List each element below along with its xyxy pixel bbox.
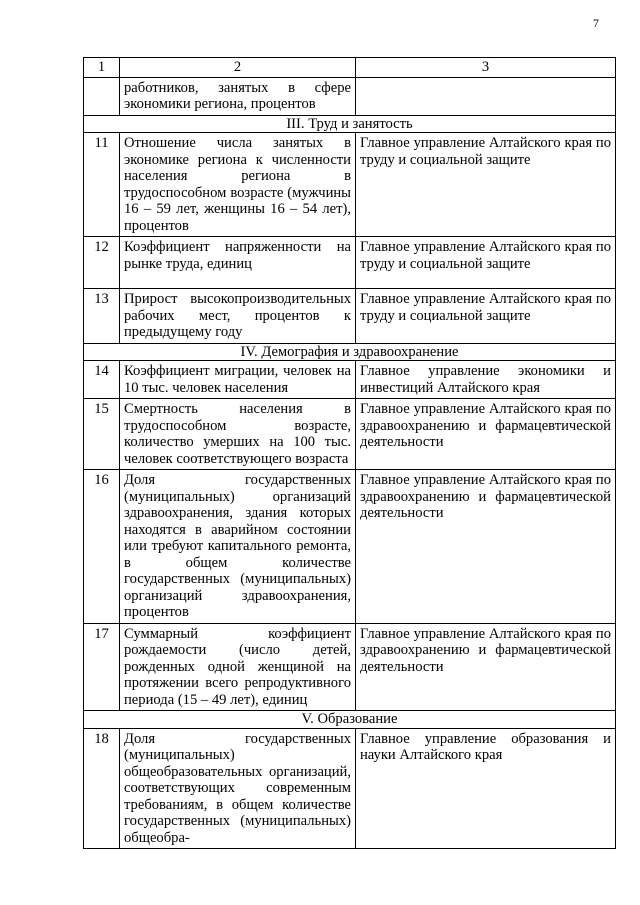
row-number	[84, 77, 120, 115]
section-row-labor	[84, 115, 616, 133]
indicator-cell: работников, занятых в сфере экономики региона, процентов	[120, 77, 356, 115]
row-number: 11	[84, 133, 120, 237]
section-row-demography	[84, 343, 616, 361]
row-number: 15	[84, 399, 120, 470]
header-col-1: 1	[84, 58, 120, 78]
table-row	[84, 623, 616, 711]
organization-cell	[356, 77, 616, 115]
row-number: 13	[84, 289, 120, 344]
indicator-cell: Коэффициент миграции, человек на 10 тыс. человек населения	[120, 361, 356, 399]
indicator-cell: Коэффициент напряженности на рынке труда, единиц	[120, 237, 356, 289]
table-row	[84, 133, 616, 237]
table-row	[84, 728, 616, 849]
organization-cell: Главное управление экономики и инвестиций Алтайского края	[356, 361, 616, 399]
section-title: III. Труд и занятость	[84, 115, 616, 133]
table-row	[84, 399, 616, 470]
organization-cell: Главное управление образования и науки Алтайского края	[356, 728, 616, 849]
header-col-3: 3	[356, 58, 616, 78]
header-col-2: 2	[120, 58, 356, 78]
section-title: IV. Демография и здравоохранение	[84, 343, 616, 361]
page-number: 7	[593, 16, 599, 30]
table-row	[84, 361, 616, 399]
organization-cell: Главное управление Алтайского края по здравоохранению и фармацевтической деятельности	[356, 623, 616, 711]
indicator-cell: Доля государственных (муниципальных) общеобразовательных организаций, соответствующих современным требованиям, в общем количестве государственных (муниципальных) общеобра-	[120, 728, 356, 849]
table-header-row	[84, 58, 616, 78]
section-row-education	[84, 711, 616, 729]
organization-cell: Главное управление Алтайского края по труду и социальной защите	[356, 133, 616, 237]
organization-cell: Главное управление Алтайского края по труду и социальной защите	[356, 237, 616, 289]
indicator-cell: Прирост высокопроизводительных рабочих мест, процентов к предыдущему году	[120, 289, 356, 344]
row-number: 14	[84, 361, 120, 399]
row-number: 18	[84, 728, 120, 849]
table-row	[84, 237, 616, 289]
row-number: 12	[84, 237, 120, 289]
row-number: 17	[84, 623, 120, 711]
indicator-cell: Отношение числа занятых в экономике региона к численности населения региона в трудоспособном возрасте (мужчины 16 – 59 лет, женщины 16 – 54 лет), процентов	[120, 133, 356, 237]
indicator-cell: Смертность населения в трудоспособном возрасте, количество умерших на 100 тыс. человек соответствующего возраста	[120, 399, 356, 470]
row-number: 16	[84, 470, 120, 624]
organization-cell: Главное управление Алтайского края по здравоохранению и фармацевтической деятельности	[356, 470, 616, 624]
table-row	[84, 77, 616, 115]
table-row	[84, 470, 616, 624]
section-title: V. Образование	[84, 711, 616, 729]
indicator-cell: Доля государственных (муниципальных) организаций здравоохранения, здания которых находятся в аварийном состоянии или требуют капитального ремонта, в общем количестве государственных (муниципальных) организаций здравоохранения, процентов	[120, 470, 356, 624]
organization-cell: Главное управление Алтайского края по здравоохранению и фармацевтической деятельности	[356, 399, 616, 470]
table-row	[84, 289, 616, 344]
organization-cell: Главное управление Алтайского края по труду и социальной защите	[356, 289, 616, 344]
indicator-cell: Суммарный коэффициент рождаемости (число детей, рожденных одной женщиной на протяжении всего репродуктивного периода (15 – 49 лет), единиц	[120, 623, 356, 711]
indicators-table	[83, 57, 616, 849]
